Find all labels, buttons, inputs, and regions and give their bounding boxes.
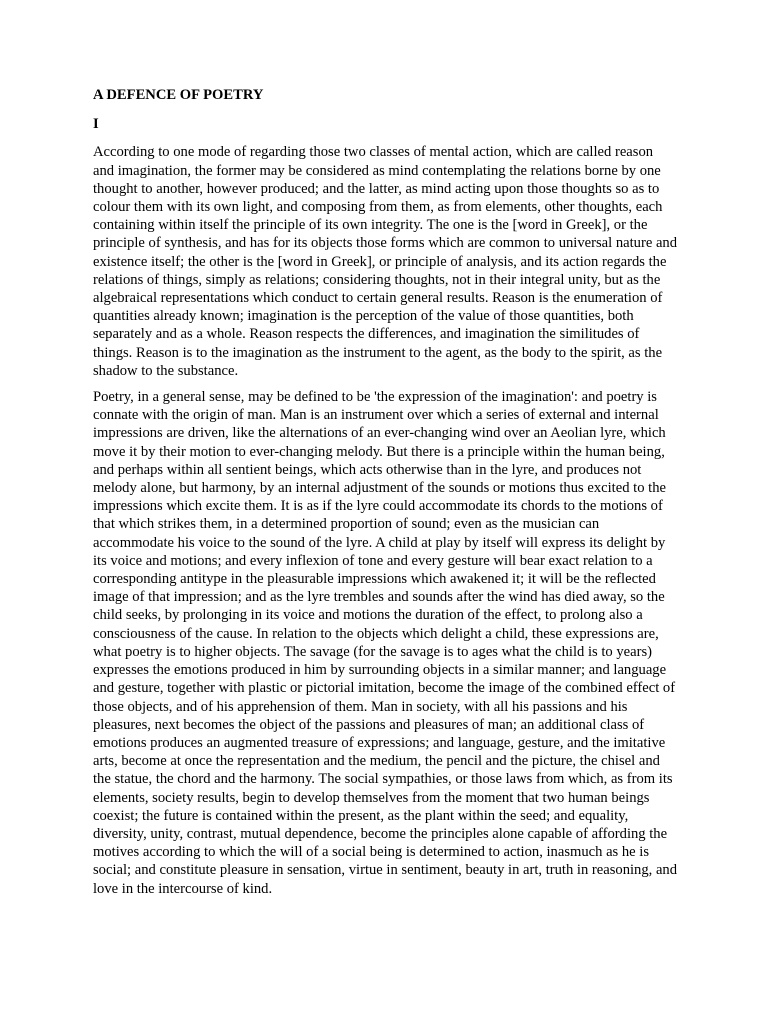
section-heading: I [93,116,99,133]
paragraph-2: Poetry, in a general sense, may be defined to be 'the expression of the imagination': and poetry is connate with the origin of man. Man is an instrument over which a series of external and internal impressions are driven, like the alternations of an ever-changing wind over an Aeolian lyre, which move it by their motion to ever-changing melody. But there is a principle within the human being, and perhaps within all sentient beings, which acts otherwise than in the lyre, and produces not melody alone, but harmony, by an internal adjustment of the sounds or motions thus excited to the impressions which excite them. It is as if the lyre could accommodate its chords to the motions of that which strikes them, in a determined proportion of sound; even as the musician can accommodate his voice to the sound of the lyre. A child at play by itself will express its delight by its voice and motions; and every inflexion of tone and every gesture will bear exact relation to a corresponding antitype in the pleasurable impressions which awakened it; it will be the reflected image of that impression; and as the lyre trembles and sounds after the wind has died away, so the child seeks, by prolonging in its voice and motions the duration of the effect, to prolong also a consciousness of the cause. In relation to the objects which delight a child, these expressions are, what poetry is to higher objects. The savage (for the savage is to ages what the child is to years) expresses the emotions produced in him by surrounding objects in a similar manner; and language and gesture, together with plastic or pictorial imitation, become the image of the combined effect of those objects, and of his apprehension of them. Man in society, with all his passions and his pleasures, next becomes the object of the passions and pleasures of man; an additional class of emotions produces an augmented treasure of expressions; and language, gesture, and the imitative arts, become at once the representation and the medium, the pencil and the picture, the chisel and the statue, the chord and the harmony. The social sympathies, or those laws from which, as from its elements, society results, begin to develop themselves from the moment that two human beings coexist; the future is contained within the present, as the plant within the seed; and equality, diversity, unity, contrast, mutual dependence, become the principles alone capable of affording the motives according to which the will of a social being is determined to action, inasmuch as he is social; and constitute pleasure in sensation, virtue in sentiment, beauty in art, truth in reasoning, and love in the intercourse of kind. [93,389,678,897]
document-title: A DEFENCE OF POETRY [93,87,264,103]
paragraph-1: According to one mode of regarding those two classes of mental action, which are called reason and imagination, the former may be considered as mind contemplating the relations borne by one thought to another, however produced; and the latter, as mind acting upon those thoughts so as to colour them with its own light, and composing from them, as from elements, other thoughts, each containing within itself the principle of its own integrity. The one is the [word in Greek], or the principle of synthesis, and has for its objects those forms which are common to universal nature and existence itself; the other is the [word in Greek], or principle of analysis, and its action regards the relations of things, simply as relations; considering thoughts, not in their integral unity, but as the algebraical representations which conduct to certain general results. Reason is the enumeration of quantities already known; imagination is the perception of the value of those quantities, both separately and as a whole. Reason respects the differences, and imagination the similitudes of things. Reason is to the imagination as the instrument to the agent, as the body to the spirit, as the shadow to the substance. [93,144,678,379]
document-page [93,86,677,906]
